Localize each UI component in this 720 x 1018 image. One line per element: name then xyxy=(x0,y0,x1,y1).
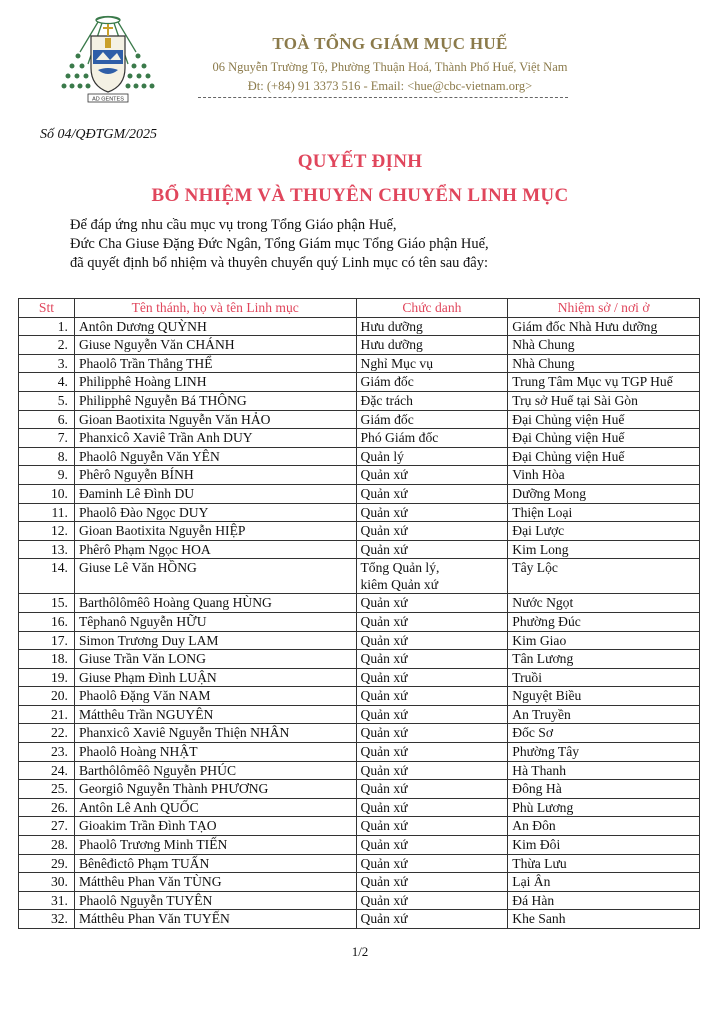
cell-assignment: Đá Hàn xyxy=(508,891,700,910)
table-row xyxy=(19,836,700,855)
cell-title: Quản xứ xyxy=(356,854,508,873)
cell-stt: 3. xyxy=(19,354,75,373)
cell-title: Hưu dưỡng xyxy=(356,317,508,336)
column-header-title: Chức danh xyxy=(356,299,508,318)
intro-paragraph xyxy=(70,216,489,273)
cell-assignment: An Đôn xyxy=(508,817,700,836)
table-row xyxy=(19,317,700,336)
cell-assignment: Phường Đúc xyxy=(508,612,700,631)
table-row xyxy=(19,503,700,522)
cell-assignment: Nhà Chung xyxy=(508,336,700,355)
cell-stt: 24. xyxy=(19,761,75,780)
organization-name: TOÀ TỔNG GIÁM MỤC HUẾ xyxy=(272,34,508,53)
cell-title: Quản xứ xyxy=(356,540,508,559)
cell-title: Quản xứ xyxy=(356,522,508,541)
cell-priest-name: Giuse Lê Văn HỒNG xyxy=(74,559,356,594)
cell-assignment: Nước Ngọt xyxy=(508,594,700,613)
table-row xyxy=(19,410,700,429)
table-row xyxy=(19,743,700,762)
cell-priest-name: Antôn Lê Anh QUỐC xyxy=(74,798,356,817)
table-row xyxy=(19,817,700,836)
cell-stt: 30. xyxy=(19,873,75,892)
cell-assignment: Giám đốc Nhà Hưu dưỡng xyxy=(508,317,700,336)
cell-title: Quản xứ xyxy=(356,631,508,650)
cell-priest-name: Mátthêu Trần NGUYÊN xyxy=(74,705,356,724)
table-row xyxy=(19,873,700,892)
cell-stt: 22. xyxy=(19,724,75,743)
cell-stt: 10. xyxy=(19,484,75,503)
cell-title: Quản xứ xyxy=(356,798,508,817)
letterhead xyxy=(190,34,590,94)
cell-assignment: Tây Lộc xyxy=(508,559,700,594)
cell-title: Quản xứ xyxy=(356,873,508,892)
cell-priest-name: Giuse Trần Văn LONG xyxy=(74,650,356,669)
cell-priest-name: Phanxicô Xaviê Nguyễn Thiện NHÂN xyxy=(74,724,356,743)
cell-stt: 9. xyxy=(19,466,75,485)
cell-assignment: Đại Chủng viện Huế xyxy=(508,429,700,448)
cell-title: Quản lý xyxy=(356,447,508,466)
cell-assignment: Hà Thanh xyxy=(508,761,700,780)
cell-title: Quản xứ xyxy=(356,743,508,762)
cell-title: Giám đốc xyxy=(356,410,508,429)
cell-assignment: Nguyệt Biều xyxy=(508,687,700,706)
document-title: QUYẾT ĐỊNH xyxy=(297,151,423,172)
table-row xyxy=(19,466,700,485)
table-row xyxy=(19,336,700,355)
cell-assignment: Nhà Chung xyxy=(508,354,700,373)
cell-assignment: An Truyền xyxy=(508,705,700,724)
cell-priest-name: Georgiô Nguyễn Thành PHƯƠNG xyxy=(74,780,356,799)
cell-assignment: Dưỡng Mong xyxy=(508,484,700,503)
cell-assignment: Phường Tây xyxy=(508,743,700,762)
cell-assignment: Vinh Hòa xyxy=(508,466,700,485)
cell-title: Quản xứ xyxy=(356,612,508,631)
table-row xyxy=(19,705,700,724)
cell-assignment: Lại Ân xyxy=(508,873,700,892)
cell-title: Giám đốc xyxy=(356,373,508,392)
cell-assignment: Thiện Loại xyxy=(508,503,700,522)
cell-title: Quản xứ xyxy=(356,484,508,503)
cell-assignment: Truồi xyxy=(508,668,700,687)
cell-title: Quản xứ xyxy=(356,836,508,855)
cell-stt: 20. xyxy=(19,687,75,706)
cell-stt: 15. xyxy=(19,594,75,613)
cell-assignment: Thừa Lưu xyxy=(508,854,700,873)
table-header-row xyxy=(19,299,700,318)
organization-address: 06 Nguyễn Trường Tộ, Phường Thuận Hoá, Thành Phố Huế, Việt Nam xyxy=(212,60,568,74)
table-row xyxy=(19,559,700,594)
table-row xyxy=(19,612,700,631)
cell-assignment: Đại Chủng viện Huế xyxy=(508,447,700,466)
cell-stt: 32. xyxy=(19,910,75,929)
cell-priest-name: Mátthêu Phan Văn TUYẾN xyxy=(74,910,356,929)
cell-priest-name: Phaolô Nguyễn Văn YÊN xyxy=(74,447,356,466)
cell-stt: 16. xyxy=(19,612,75,631)
cell-stt: 2. xyxy=(19,336,75,355)
table-row xyxy=(19,687,700,706)
table-row xyxy=(19,373,700,392)
cell-assignment: Đại Lược xyxy=(508,522,700,541)
cell-stt: 17. xyxy=(19,631,75,650)
cell-stt: 29. xyxy=(19,854,75,873)
column-header-name: Tên thánh, họ và tên Linh mục xyxy=(74,299,356,318)
cell-stt: 12. xyxy=(19,522,75,541)
cell-stt: 11. xyxy=(19,503,75,522)
cell-stt: 19. xyxy=(19,668,75,687)
cell-title: Quản xứ xyxy=(356,780,508,799)
cell-assignment: Trụ sở Huế tại Sài Gòn xyxy=(508,391,700,410)
intro-line: Đức Cha Giuse Đặng Đức Ngân, Tổng Giám mục Tổng Giáo phận Huế, xyxy=(70,236,489,252)
cell-priest-name: Têphanô Nguyễn HỮU xyxy=(74,612,356,631)
table-row xyxy=(19,910,700,929)
table-row xyxy=(19,761,700,780)
cell-priest-name: Philipphê Hoàng LINH xyxy=(74,373,356,392)
column-header-assignment: Nhiệm sở / nơi ở xyxy=(508,299,700,318)
cell-priest-name: Phêrô Nguyễn BÍNH xyxy=(74,466,356,485)
table-row xyxy=(19,631,700,650)
table-row xyxy=(19,724,700,743)
cell-assignment: Phù Lương xyxy=(508,798,700,817)
shield-icon xyxy=(91,36,125,92)
logo-motto: AD GENTES xyxy=(92,96,124,103)
cell-priest-name: Đaminh Lê Đình DU xyxy=(74,484,356,503)
cell-priest-name: Barthôlômêô Nguyễn PHÚC xyxy=(74,761,356,780)
intro-line: đã quyết định bổ nhiệm và thuyên chuyển quý Linh mục có tên sau đây: xyxy=(70,255,488,271)
cell-stt: 7. xyxy=(19,429,75,448)
column-header-stt: Stt xyxy=(19,299,75,318)
cell-priest-name: Simon Trương Duy LAM xyxy=(74,631,356,650)
cell-title: Quản xứ xyxy=(356,910,508,929)
cell-stt: 1. xyxy=(19,317,75,336)
cell-title: Phó Giám đốc xyxy=(356,429,508,448)
document-number: Số 04/QĐTGM/2025 xyxy=(40,127,158,142)
cell-priest-name: Bênêđictô Phạm TUẤN xyxy=(74,854,356,873)
cell-title: Quản xứ xyxy=(356,650,508,669)
cell-title: Quản xứ xyxy=(356,466,508,485)
cell-stt: 5. xyxy=(19,391,75,410)
table-row xyxy=(19,780,700,799)
cell-assignment: Trung Tâm Mục vụ TGP Huế xyxy=(508,373,700,392)
cell-assignment: Kim Đôi xyxy=(508,836,700,855)
cell-title: Quản xứ xyxy=(356,724,508,743)
intro-line: Để đáp ứng nhu cầu mục vụ trong Tổng Giáo phận Huế, xyxy=(70,217,397,233)
cell-title: Hưu dưỡng xyxy=(356,336,508,355)
cell-priest-name: Phaolô Đào Ngọc DUY xyxy=(74,503,356,522)
cell-priest-name: Mátthêu Phan Văn TÙNG xyxy=(74,873,356,892)
cell-title: Quản xứ xyxy=(356,891,508,910)
table-row xyxy=(19,668,700,687)
cell-stt: 13. xyxy=(19,540,75,559)
cell-assignment: Tân Lương xyxy=(508,650,700,669)
table-row xyxy=(19,484,700,503)
header-divider xyxy=(198,97,568,98)
cell-assignment: Đại Chủng viện Huế xyxy=(508,410,700,429)
table-row xyxy=(19,854,700,873)
cell-stt: 28. xyxy=(19,836,75,855)
cell-assignment: Đông Hà xyxy=(508,780,700,799)
table-row xyxy=(19,354,700,373)
cell-priest-name: Antôn Dương QUỲNH xyxy=(74,317,356,336)
archdiocese-coat-of-arms-logo xyxy=(58,12,158,106)
table-row xyxy=(19,522,700,541)
cell-assignment: Khe Sanh xyxy=(508,910,700,929)
document-subtitle: BỔ NHIỆM VÀ THUYÊN CHUYỂN LINH MỤC xyxy=(151,185,569,206)
cell-title: Quản xứ xyxy=(356,687,508,706)
cell-priest-name: Gioakim Trần Đình TẠO xyxy=(74,817,356,836)
cell-priest-name: Phaolô Đặng Văn NAM xyxy=(74,687,356,706)
cell-stt: 4. xyxy=(19,373,75,392)
page-number: 1/2 xyxy=(351,944,369,959)
cell-priest-name: Gioan Baotixita Nguyễn HIỆP xyxy=(74,522,356,541)
organization-contact: Đt: (+84) 91 3373 516 - Email: <hue@cbc-vietnam.org> xyxy=(247,79,533,93)
cell-priest-name: Phêrô Phạm Ngọc HOA xyxy=(74,540,356,559)
cell-title: Quản xứ xyxy=(356,817,508,836)
table-row xyxy=(19,650,700,669)
cell-title: Tổng Quản lý, kiêm Quản xứ xyxy=(356,559,508,594)
table-row xyxy=(19,540,700,559)
cell-priest-name: Phaolô Trương Minh TIẾN xyxy=(74,836,356,855)
cell-stt: 27. xyxy=(19,817,75,836)
cell-stt: 18. xyxy=(19,650,75,669)
cell-stt: 25. xyxy=(19,780,75,799)
table-row xyxy=(19,594,700,613)
table-row xyxy=(19,429,700,448)
cell-stt: 23. xyxy=(19,743,75,762)
cell-stt: 14. xyxy=(19,559,75,594)
table-row xyxy=(19,391,700,410)
cell-title: Quản xứ xyxy=(356,503,508,522)
cell-priest-name: Phanxicô Xaviê Trần Anh DUY xyxy=(74,429,356,448)
table-row xyxy=(19,798,700,817)
cell-priest-name: Gioan Baotixita Nguyễn Văn HẢO xyxy=(74,410,356,429)
cell-priest-name: Giuse Nguyễn Văn CHÁNH xyxy=(74,336,356,355)
cell-stt: 21. xyxy=(19,705,75,724)
cell-stt: 26. xyxy=(19,798,75,817)
cell-title: Quản xứ xyxy=(356,668,508,687)
cell-stt: 31. xyxy=(19,891,75,910)
cell-priest-name: Philipphê Nguyễn Bá THÔNG xyxy=(74,391,356,410)
cell-title: Đặc trách xyxy=(356,391,508,410)
cell-priest-name: Giuse Phạm Đình LUẬN xyxy=(74,668,356,687)
cell-title: Quản xứ xyxy=(356,705,508,724)
table-row xyxy=(19,447,700,466)
cell-priest-name: Phaolô Nguyễn TUYÊN xyxy=(74,891,356,910)
cell-title: Quản xứ xyxy=(356,761,508,780)
cell-stt: 6. xyxy=(19,410,75,429)
cell-assignment: Đốc Sơ xyxy=(508,724,700,743)
cell-title: Nghỉ Mục vụ xyxy=(356,354,508,373)
cell-priest-name: Barthôlômêô Hoàng Quang HÙNG xyxy=(74,594,356,613)
table-body xyxy=(19,317,700,928)
cell-assignment: Kim Long xyxy=(508,540,700,559)
cell-assignment: Kim Giao xyxy=(508,631,700,650)
cell-title: Quản xứ xyxy=(356,594,508,613)
cell-priest-name: Phaolô Hoàng NHẬT xyxy=(74,743,356,762)
cell-priest-name: Phaolô Trần Thắng THỂ xyxy=(74,354,356,373)
table-row xyxy=(19,891,700,910)
cell-stt: 8. xyxy=(19,447,75,466)
priest-appointments-table xyxy=(18,298,700,929)
